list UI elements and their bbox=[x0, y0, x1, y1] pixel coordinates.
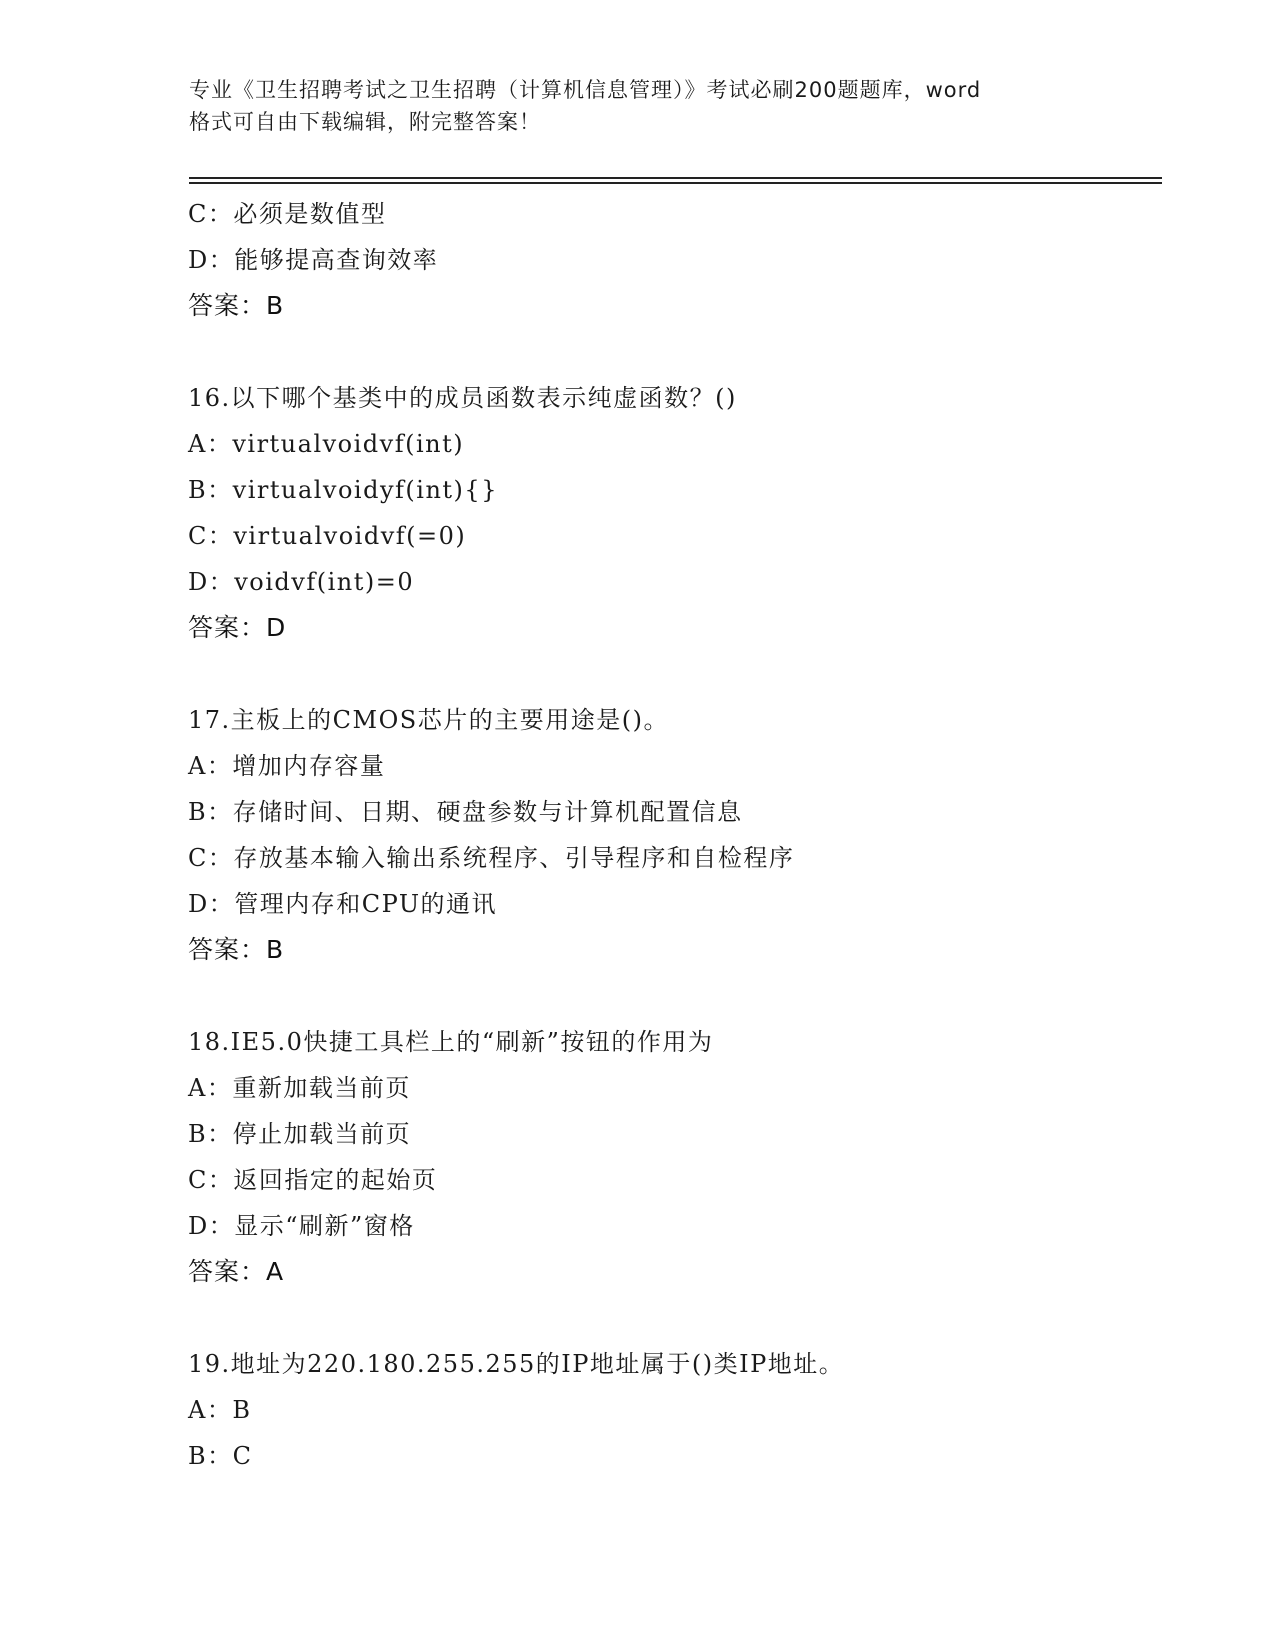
option-d: D：voidvf(int)=0 bbox=[188, 568, 415, 596]
answer-line: 答案：D bbox=[188, 613, 287, 642]
header-title-line-2: 格式可自由下载编辑，附完整答案！ bbox=[189, 110, 541, 134]
option-c: C：必须是数值型 bbox=[188, 200, 387, 228]
document-header bbox=[189, 74, 1089, 138]
question-18 bbox=[188, 1019, 1168, 1295]
option-c: C：存放基本输入输出系统程序、引导程序和自检程序 bbox=[188, 844, 795, 872]
header-title-line-1: 专业《卫生招聘考试之卫生招聘（计算机信息管理）》考试必刷200题题库，word bbox=[189, 78, 982, 102]
option-c: C：返回指定的起始页 bbox=[188, 1166, 438, 1194]
option-b: B：C bbox=[188, 1442, 253, 1470]
question-stem: 19.地址为220.180.255.255的IP地址属于()类IP地址。 bbox=[188, 1350, 845, 1378]
question-stem: 16.以下哪个基类中的成员函数表示纯虚函数？() bbox=[188, 384, 737, 412]
question-stem: 17.主板上的CMOS芯片的主要用途是()。 bbox=[188, 706, 669, 734]
option-d: D：管理内存和CPU的通讯 bbox=[188, 890, 498, 918]
option-a: A：增加内存容量 bbox=[188, 752, 386, 780]
option-d: D：显示“刷新”窗格 bbox=[188, 1212, 415, 1240]
spacer bbox=[188, 329, 1168, 375]
question-stem: 18.IE5.0快捷工具栏上的“刷新”按钮的作用为 bbox=[188, 1028, 714, 1056]
question-19 bbox=[188, 1341, 1168, 1479]
option-a: A：virtualvoidvf(int) bbox=[188, 430, 465, 458]
header-divider-top bbox=[189, 177, 1162, 179]
question-list bbox=[188, 191, 1168, 1479]
answer-line: 答案：A bbox=[188, 1257, 285, 1286]
spacer bbox=[188, 973, 1168, 1019]
option-b: B：存储时间、日期、硬盘参数与计算机配置信息 bbox=[188, 798, 743, 826]
option-d: D：能够提高查询效率 bbox=[188, 246, 439, 274]
option-a: A：B bbox=[188, 1396, 252, 1424]
spacer bbox=[188, 1295, 1168, 1341]
question-16 bbox=[188, 375, 1168, 651]
question-17 bbox=[188, 697, 1168, 973]
header-divider-bottom bbox=[189, 182, 1162, 184]
answer-line: 答案：B bbox=[188, 935, 285, 964]
answer-line: 答案：B bbox=[188, 291, 285, 320]
question-15-continued bbox=[188, 191, 1168, 329]
spacer bbox=[188, 651, 1168, 697]
option-c: C：virtualvoidvf(=0) bbox=[188, 522, 467, 550]
option-b: B：virtualvoidyf(int){} bbox=[188, 476, 498, 504]
option-b: B：停止加载当前页 bbox=[188, 1120, 412, 1148]
option-a: A：重新加载当前页 bbox=[188, 1074, 411, 1102]
